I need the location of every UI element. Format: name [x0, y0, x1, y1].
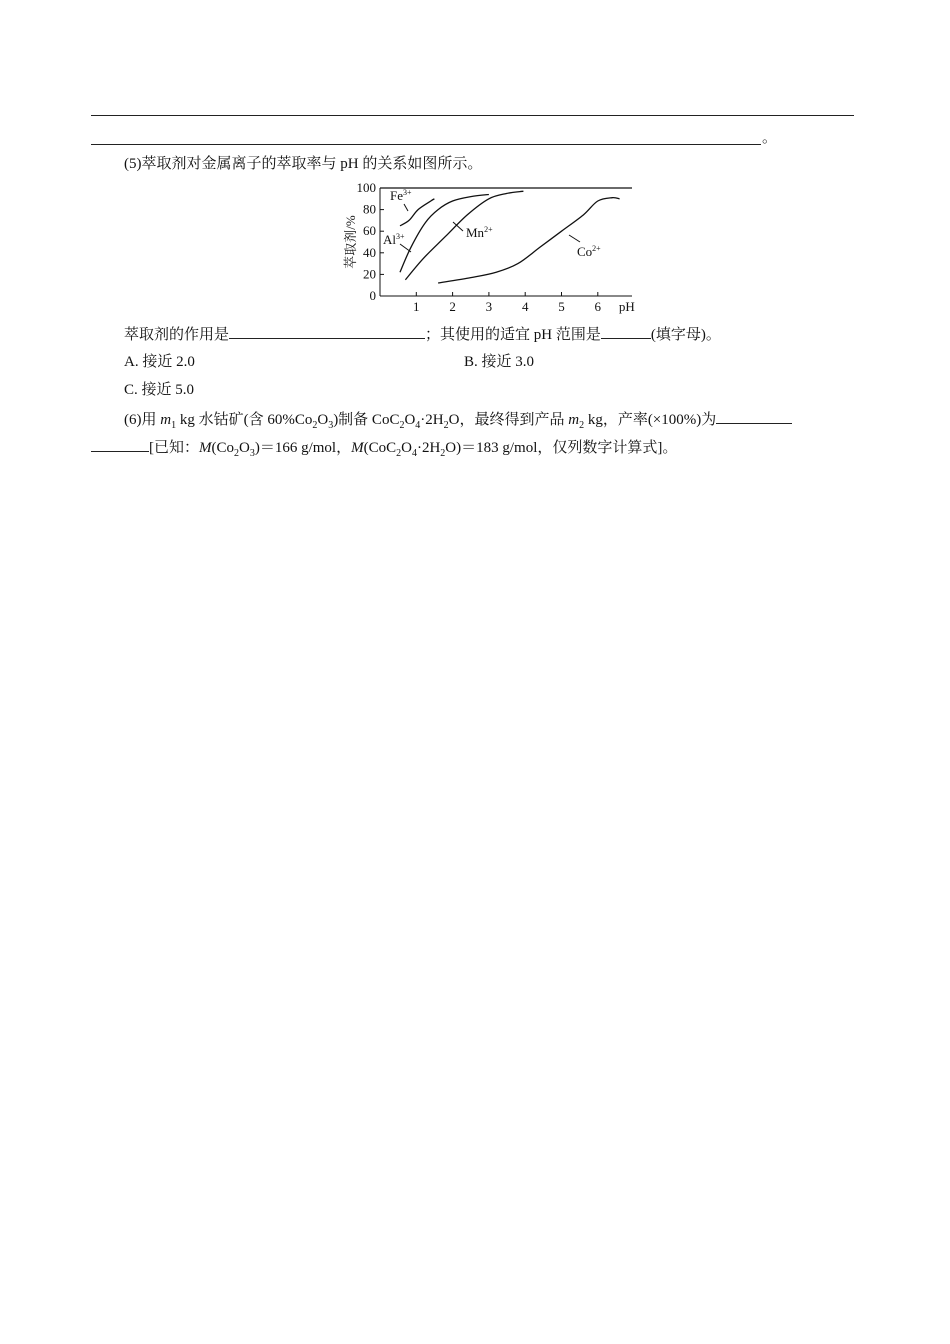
y-tick-label: 40 [363, 244, 376, 260]
answer-blank-yield-part2[interactable] [91, 437, 149, 452]
q6-text: O [404, 412, 416, 428]
q6-given-text: (Co [211, 440, 234, 456]
q6-subscript: 2 [312, 420, 318, 431]
question-5-stem [124, 324, 721, 345]
question-6-line-1 [124, 409, 792, 430]
curve-fe3 [400, 199, 434, 226]
answer-blank-ph[interactable] [601, 324, 651, 339]
curve-mn2 [405, 191, 523, 280]
q6-given-text: ·2H [416, 440, 441, 456]
q6-given-text: )＝166 g/mol， [254, 440, 352, 456]
q6-text: ·2H [420, 412, 444, 428]
answer-line-2 [91, 144, 761, 145]
q6-subscript: 2 [440, 448, 446, 459]
molar-mass-variable: M [199, 440, 212, 456]
q6-given-text: O [239, 440, 250, 456]
molar-mass-variable: M [351, 440, 364, 456]
q6-given-text: [已知： [149, 440, 199, 456]
q6-subscript: 2 [234, 448, 239, 459]
y-axis-label: 萃取剂/% [343, 215, 358, 269]
q6-subscript: 2 [399, 420, 405, 431]
q6-given-text: O [401, 440, 412, 456]
q6-given-text: (CoC [363, 440, 397, 456]
q6-text: )制备 CoC [333, 412, 400, 428]
leader-line-co2 [569, 235, 580, 242]
x-tick-label: 5 [558, 299, 565, 314]
series-label-co2: $Co^{2+}$ [577, 244, 601, 259]
extraction-rate-chart [335, 178, 645, 318]
x-axis-label: pH [618, 299, 635, 314]
leader-line-fe3 [404, 204, 408, 211]
q6-subscript: 4 [415, 420, 421, 431]
series-label-mn2: $Mn^{2+}$ [466, 225, 493, 240]
q6-subscript: 4 [411, 448, 417, 459]
x-tick-label: 3 [485, 299, 493, 314]
y-tick-label: 80 [363, 201, 376, 217]
option-c[interactable]: C. 接近 5.0 [124, 382, 195, 398]
question-6-line-2 [91, 437, 677, 458]
x-tick-label: 4 [521, 299, 529, 314]
q6-subscript: 2 [443, 420, 449, 431]
option-a[interactable]: A. 接近 2.0 [124, 354, 195, 370]
y-tick-label: 0 [369, 288, 376, 303]
m2-variable: m [568, 412, 580, 428]
series-label-fe3: $Fe^{3+}$ [390, 188, 412, 203]
q6-text: O [317, 412, 329, 428]
q6-given-text: O)＝183 g/mol，仅列数字计算式]。 [445, 440, 678, 456]
option-b[interactable]: B. 接近 3.0 [464, 354, 535, 370]
stem-function-text: 萃取剂的作用是 [124, 327, 230, 343]
q6-text: O，最终得到产品 [448, 412, 569, 428]
q6-subscript: 2 [396, 448, 402, 459]
answer-line-1 [91, 115, 854, 116]
question-5-intro: (5)萃取剂对金属离子的萃取率与 pH 的关系如图所示。 [124, 156, 483, 172]
y-tick-label: 60 [363, 223, 376, 239]
q6-subscript: 3 [328, 420, 334, 431]
q6-text: kg，产率(×100%)为 [584, 412, 717, 428]
curve-co2 [438, 198, 619, 283]
answer-blank-yield-part1[interactable] [716, 409, 792, 424]
answer-blank-function[interactable] [229, 324, 425, 339]
leader-line-al3 [400, 244, 411, 252]
y-tick-label: 20 [363, 266, 376, 282]
q6-subscript: 3 [249, 448, 255, 459]
series-label-al3: $Al^{3+}$ [383, 232, 405, 247]
m2-subscript: 2 [579, 420, 585, 431]
x-tick-label: 1 [413, 299, 420, 314]
period-mark: 。 [762, 130, 778, 146]
x-tick-label: 2 [449, 299, 456, 314]
stem-choose-text: (填字母)。 [650, 327, 721, 343]
y-tick-label: 100 [356, 180, 376, 195]
q6-text: (6)用 [124, 412, 161, 428]
m1-subscript: 1 [171, 420, 177, 431]
stem-ph-range-text: ；其使用的适宜 pH 范围是 [425, 327, 601, 343]
q6-text: kg 水钴矿(含 60%Co [176, 412, 313, 428]
m1-variable: m [160, 412, 172, 428]
x-tick-label: 6 [594, 299, 602, 314]
